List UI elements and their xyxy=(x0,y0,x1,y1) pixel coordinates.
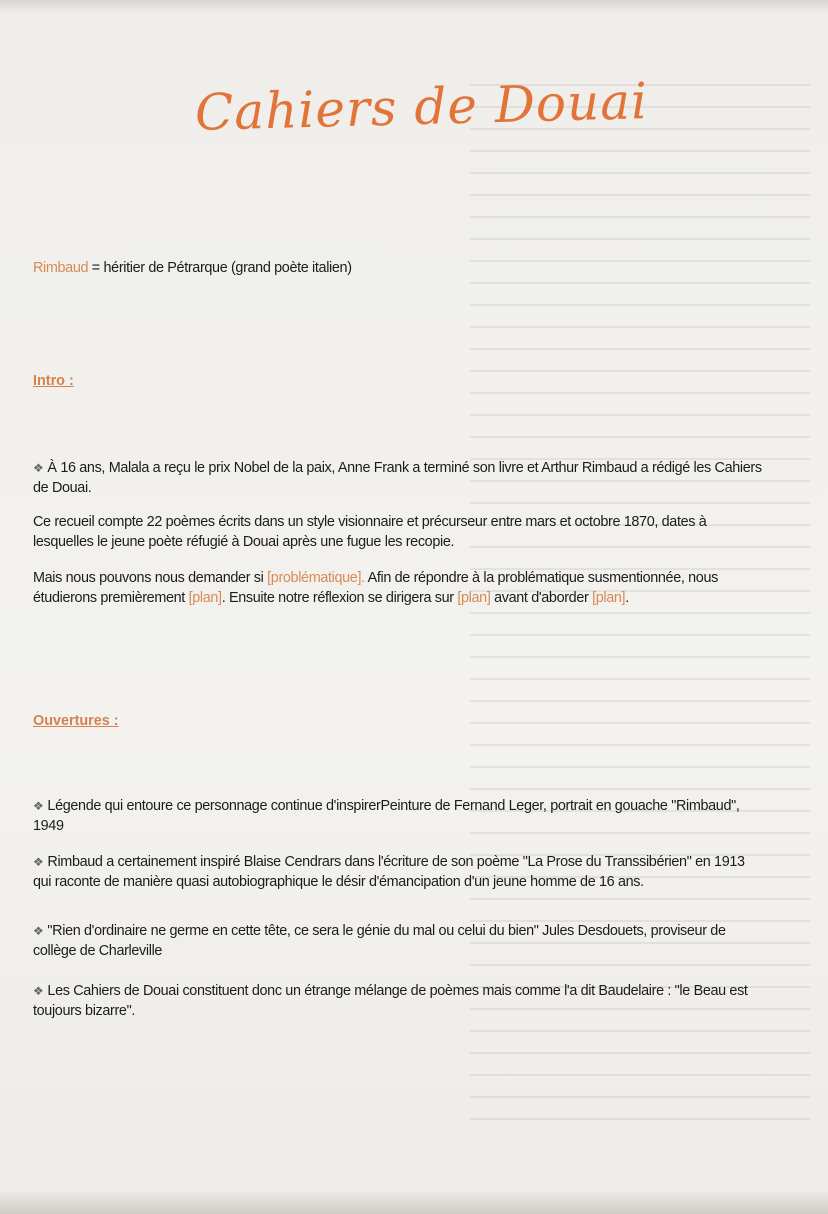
diamond-bullet-icon: ❖ xyxy=(33,984,44,998)
diamond-bullet-icon: ❖ xyxy=(33,799,44,813)
p3-text: . xyxy=(625,589,629,606)
p3-text: Mais nous pouvons nous demander si xyxy=(33,570,268,586)
ouverture-text: "Rien d'ordinaire ne germe en cette tête, ce sera le génie du mal ou celui du bien" Jules Desdouets, proviseur de collège de Charleville xyxy=(33,923,726,959)
diamond-bullet-icon: ❖ xyxy=(33,924,44,938)
ouvertures-heading: Ouvertures : xyxy=(33,713,119,729)
ouverture-item xyxy=(33,982,763,1021)
placeholder-plan: [plan] xyxy=(457,589,491,606)
intro-p1-text: À 16 ans, Malala a reçu le prix Nobel de la paix, Anne Frank a terminé son livre et Arthur Rimbaud a rédigé les Cahiers de Douai. xyxy=(33,460,762,496)
rimbaud-name: Rimbaud xyxy=(33,260,89,276)
ouverture-text: Rimbaud a certainement inspiré Blaise Cendrars dans l'écriture de son poème "La Prose du Transsibérien" en 1913 qui raconte de manière quasi autobiographique le désir d'émancipation d'un jeune homme de 16 ans. xyxy=(33,854,745,890)
intro-paragraph-1 xyxy=(33,459,763,498)
p3-text: . Ensuite notre réflexion se dirigera sur xyxy=(221,589,458,606)
intro-paragraph-3 xyxy=(33,569,763,608)
intro-paragraph-2: Ce recueil compte 22 poèmes écrits dans un style visionnaire et précurseur entre mars et octobre 1870, dates à lesquelles le jeune poète réfugié à Douai après une fugue les recopie. xyxy=(33,514,707,550)
ouverture-item xyxy=(33,797,763,836)
p3-text: Afin de répondre à la problématique susmentionnée, nous étudierons premièrement xyxy=(33,570,718,606)
ouverture-text: Légende qui entoure ce personnage continue d'inspirerPeinture de Fernand Leger, portrait en gouache "Rimbaud", 1949 xyxy=(33,798,740,834)
intro-heading: Intro : xyxy=(33,373,74,389)
subtitle-text: = héritier de Pétrarque (grand poète italien) xyxy=(88,260,352,276)
ouverture-text: Les Cahiers de Douai constituent donc un étrange mélange de poèmes mais comme l'a dit Baudelaire : "le Beau est toujours bizarre". xyxy=(33,983,748,1019)
ouverture-item xyxy=(33,853,763,892)
page-title: Cahiers de Douai xyxy=(194,72,649,142)
placeholder-plan: [plan] xyxy=(592,589,626,606)
placeholder-plan: [plan] xyxy=(188,589,222,606)
ouverture-item xyxy=(33,922,763,961)
subtitle-line xyxy=(33,259,763,279)
diamond-bullet-icon: ❖ xyxy=(33,461,44,475)
p3-text: avant d'aborder xyxy=(490,589,593,606)
placeholder-problematique: [problématique]. xyxy=(267,570,365,586)
diamond-bullet-icon: ❖ xyxy=(33,855,44,869)
